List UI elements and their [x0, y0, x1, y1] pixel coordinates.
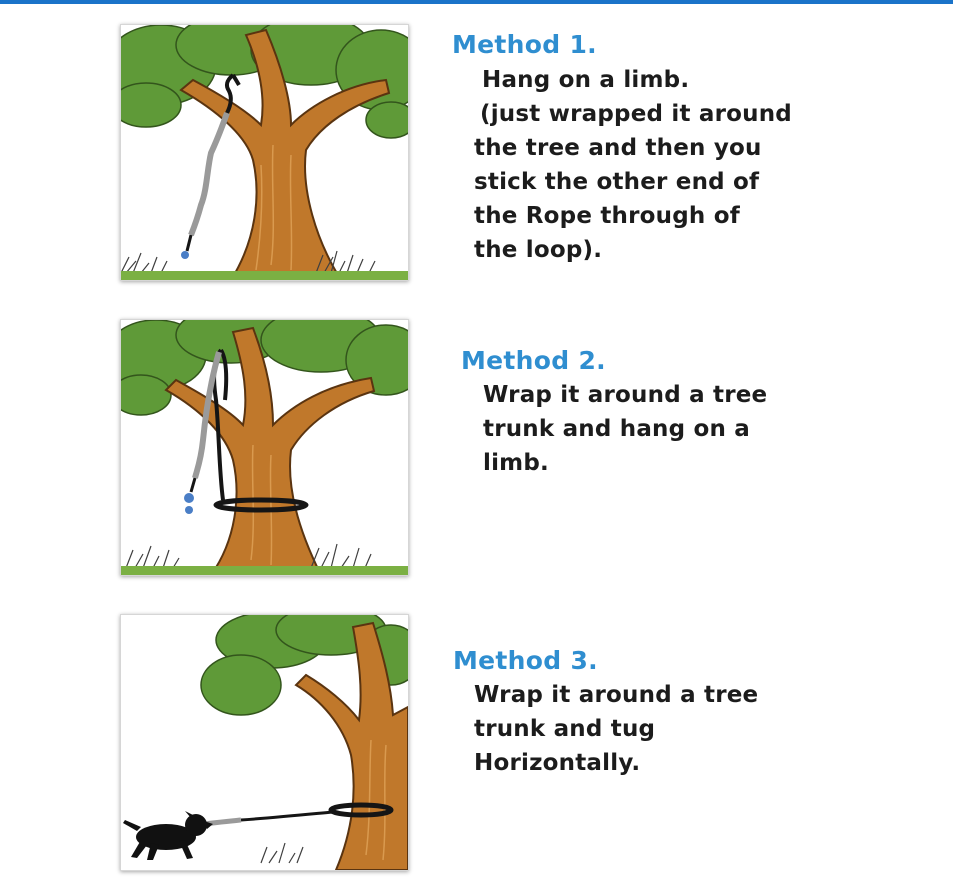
method-3-line: trunk and tug	[474, 716, 656, 742]
top-accent-bar	[0, 0, 953, 4]
method-1-line: the tree and then you	[474, 135, 762, 161]
method-2-illustration	[120, 319, 409, 576]
method-1-description	[474, 63, 792, 267]
method-1-line: the Rope through of	[474, 203, 740, 229]
method-1-title: Method 1.	[452, 30, 597, 59]
method-2-line: limb.	[483, 450, 549, 476]
method-1-line: Hang on a limb.	[482, 67, 690, 93]
method-2-title: Method 2.	[461, 346, 606, 375]
tree-hang-on-limb-image	[121, 25, 408, 280]
method-2-line: trunk and hang on a	[483, 416, 750, 442]
method-3-description	[474, 678, 758, 780]
method-3-title: Method 3.	[453, 646, 598, 675]
tree-wrap-trunk-dog-tug-image	[121, 615, 408, 870]
method-1-line: stick the other end of	[474, 169, 760, 195]
method-1-line: the loop).	[474, 237, 603, 263]
method-1-illustration	[120, 24, 409, 281]
method-3-illustration	[120, 614, 409, 871]
method-2-line: Wrap it around a tree	[483, 382, 768, 408]
method-1-line: (just wrapped it around	[480, 101, 792, 127]
tree-wrap-trunk-and-limb-image	[121, 320, 408, 575]
method-3-line: Wrap it around a tree	[474, 682, 759, 708]
method-2-description	[483, 378, 767, 480]
method-3-line: Horizontally.	[474, 750, 641, 776]
